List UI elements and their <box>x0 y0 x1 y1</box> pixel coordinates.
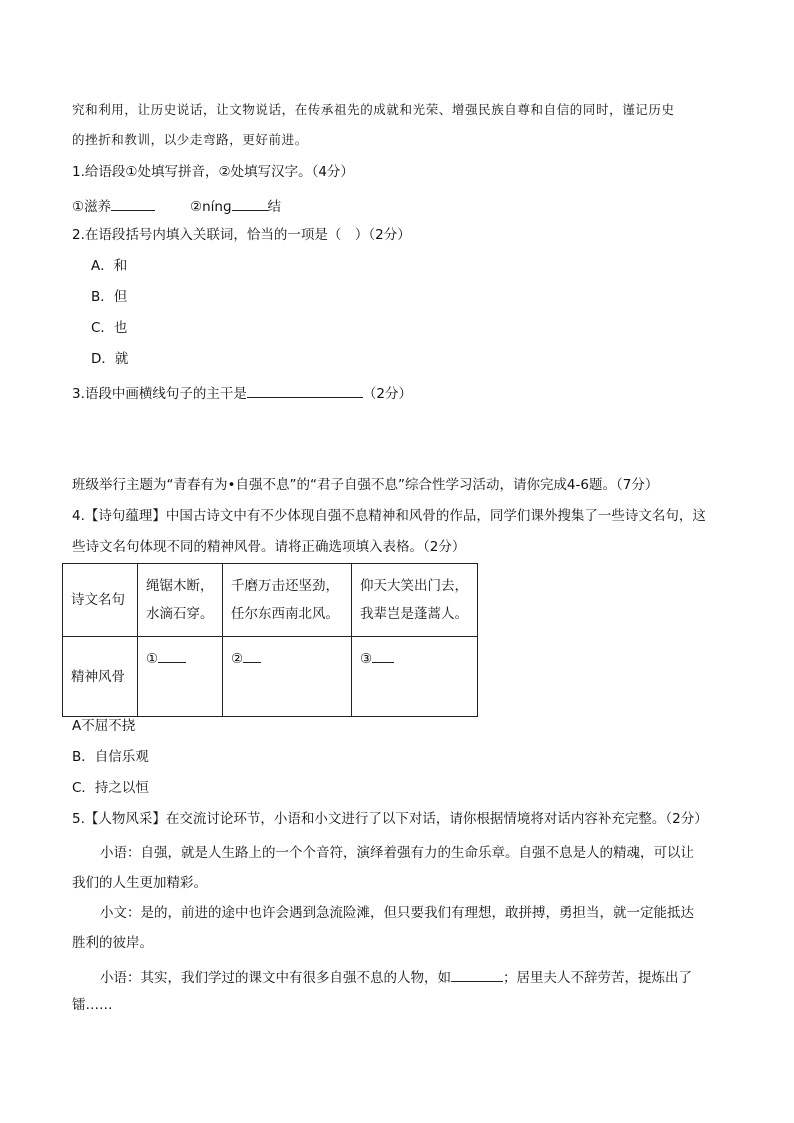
dialogue-xiaowen-line-2: 胜利的彼岸。 <box>72 935 153 951</box>
question-2-prompt: 2.在语段括号内填入关联词，恰当的一项是（ ）（2分） <box>72 227 411 243</box>
question-1-prompt: 1.给语段①处填写拼音，②处填写汉字。（4分） <box>72 164 354 180</box>
answer-blank[interactable] <box>243 650 261 663</box>
activity-intro: 班级举行主题为“青春有为•自强不息”的“君子自强不息”综合性学习活动，请你完成4-6题。（7分） <box>72 477 659 493</box>
question-4-line-2: 些诗文名句体现不同的精神风骨。请将正确选项填入表格。（2分） <box>72 539 466 555</box>
question-4-line-1: 4.【诗句蕴理】中国古诗文中有不少体现自强不息精神和风骨的作品，同学们课外搜集了一些诗文名句，这 <box>72 508 706 524</box>
question-2-option-a[interactable]: A．和 <box>91 258 128 274</box>
answer-blank[interactable] <box>158 650 186 663</box>
blank-marker: ① <box>146 651 159 667</box>
question-3-points: （2分） <box>362 386 412 402</box>
poem-table <box>62 563 478 717</box>
answer-cell[interactable] <box>352 637 478 717</box>
question-4-option-b[interactable]: B．自信乐观 <box>72 749 149 765</box>
question-1-item-1 <box>72 198 155 215</box>
dialogue-xiaoyu-1-line-1: 小语：自强，就是人生路上的一个个音符，演绎着强有力的生命乐章。自强不息是人的精魂，可以让 <box>100 845 694 861</box>
answer-cell[interactable] <box>223 637 352 717</box>
quote-cell <box>138 564 223 637</box>
poem-table-row-spirit <box>63 637 478 717</box>
question-1-item-2 <box>190 198 281 215</box>
quote-cell <box>223 564 352 637</box>
answer-blank[interactable] <box>451 969 503 982</box>
question-2-option-d[interactable]: D．就 <box>91 351 129 367</box>
question-2-option-b[interactable]: B．但 <box>91 289 128 305</box>
quote-line: 我辈岂是蓬蒿人。 <box>360 606 468 622</box>
quote-line: 任尔东西南北风。 <box>231 606 339 622</box>
quote-line: 仰天大笑出门去， <box>360 578 468 594</box>
row-header-spirit: 精神风骨 <box>63 637 138 717</box>
answer-blank[interactable] <box>372 650 394 663</box>
answer-blank[interactable] <box>232 198 268 211</box>
dialogue-xiaoyu-2-line-1 <box>100 969 692 986</box>
question-4-option-a[interactable]: A不屈不挠 <box>72 718 136 734</box>
dialogue-xiaowen-line-1: 小文：是的，前进的途中也许会遇到急流险滩，但只要我们有理想，敢拼搏，勇担当，就一定能抵达 <box>100 905 694 921</box>
question-1-item-1-label: ①滋养 <box>72 199 112 215</box>
question-1-item-2-suffix: 结 <box>267 199 282 215</box>
dialogue-xiaoyu-2-suffix: ；居里夫人不辞劳苦，提炼出了 <box>503 970 692 986</box>
dialogue-xiaoyu-2-line-2: 镭…… <box>72 997 113 1013</box>
question-1-item-2-label: ②nínɡ <box>190 199 232 215</box>
question-5-prompt: 5.【人物风采】在交流讨论环节，小语和小文进行了以下对话，请你根据情境将对话内容补充完整。（2分） <box>72 811 708 827</box>
question-3-prompt: 3.语段中画横线句子的主干是 <box>72 386 247 402</box>
quote-cell <box>352 564 478 637</box>
row-header-quotes: 诗文名句 <box>63 564 138 637</box>
question-2-option-c[interactable]: C．也 <box>91 320 128 336</box>
blank-marker: ② <box>231 651 244 667</box>
answer-cell[interactable] <box>138 637 223 717</box>
answer-blank[interactable] <box>111 198 155 211</box>
quote-line: 千磨万击还坚劲， <box>231 578 339 594</box>
quote-line: 水滴石穿。 <box>146 606 214 622</box>
answer-blank[interactable] <box>247 385 363 398</box>
poem-table-row-quotes <box>63 564 478 637</box>
passage-line-1: 究和利用，让历史说话，让文物说话，在传承祖先的成就和光荣、增强民族自尊和自信的同时，谨记历史 <box>72 102 675 117</box>
question-4-option-c[interactable]: C．持之以恒 <box>72 780 149 796</box>
passage-line-2: 的挫折和教训，以少走弯路，更好前进。 <box>72 132 308 147</box>
dialogue-xiaoyu-2-prefix: 小语：其实，我们学过的课文中有很多自强不息的人物，如 <box>100 970 451 986</box>
quote-line: 绳锯木断， <box>146 578 214 594</box>
blank-marker: ③ <box>360 651 373 667</box>
dialogue-xiaoyu-1-line-2: 我们的人生更加精彩。 <box>72 875 207 891</box>
question-3 <box>72 385 412 402</box>
